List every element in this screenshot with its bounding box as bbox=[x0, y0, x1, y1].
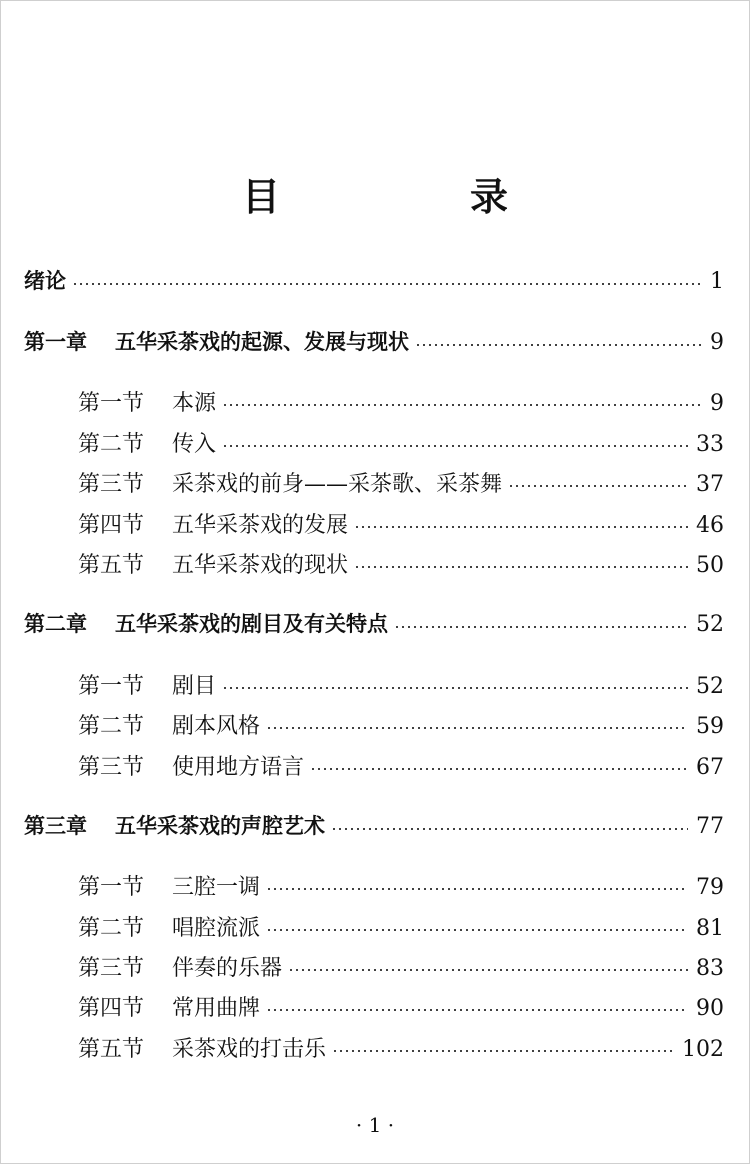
page-number: 67 bbox=[696, 755, 724, 780]
page-number: 83 bbox=[696, 956, 724, 981]
chapter-title: 五华采茶戏的声腔艺术 bbox=[115, 814, 325, 838]
section-title: 剧目 bbox=[172, 674, 217, 699]
dot-leader bbox=[332, 1050, 674, 1052]
dot-leader bbox=[266, 888, 688, 890]
dot-leader bbox=[222, 445, 688, 447]
page-number: 90 bbox=[696, 996, 724, 1021]
toc-chapter-3[interactable] bbox=[24, 810, 724, 840]
toc-section[interactable] bbox=[78, 386, 724, 416]
dot-leader bbox=[266, 727, 688, 729]
page-number: 52 bbox=[696, 674, 724, 699]
dot-leader bbox=[266, 929, 688, 931]
section-title: 剧本风格 bbox=[172, 714, 261, 739]
page-number: 79 bbox=[696, 875, 724, 900]
toc-section[interactable] bbox=[78, 467, 724, 497]
chapter-label: 第三章 bbox=[24, 814, 87, 838]
section-title: 本源 bbox=[172, 391, 217, 416]
dot-leader bbox=[222, 687, 688, 689]
page-number: 9 bbox=[710, 330, 724, 355]
section-title: 使用地方语言 bbox=[172, 755, 305, 780]
section-title: 五华采茶戏的现状 bbox=[172, 553, 349, 578]
dot-leader bbox=[222, 404, 702, 406]
dot-leader bbox=[394, 626, 688, 628]
dot-leader bbox=[266, 1009, 688, 1011]
page-number: 46 bbox=[696, 513, 724, 538]
page-number: 59 bbox=[696, 714, 724, 739]
section-label: 第一节 bbox=[78, 674, 145, 699]
toc-section[interactable] bbox=[78, 508, 724, 538]
section-title: 传入 bbox=[172, 432, 217, 457]
section-label: 第四节 bbox=[78, 513, 145, 538]
toc-section[interactable] bbox=[78, 911, 724, 941]
page-number: 81 bbox=[696, 916, 724, 941]
toc-section[interactable] bbox=[78, 427, 724, 457]
dot-leader bbox=[415, 344, 702, 346]
section-title: 采茶戏的前身——采茶歌、采茶舞 bbox=[172, 472, 503, 497]
section-title: 五华采茶戏的发展 bbox=[172, 513, 349, 538]
page-number: 37 bbox=[696, 472, 724, 497]
section-label: 第五节 bbox=[78, 1037, 145, 1062]
dot-leader bbox=[310, 768, 688, 770]
section-label: 第二节 bbox=[78, 432, 145, 457]
toc-section[interactable] bbox=[78, 709, 724, 739]
section-label: 第二节 bbox=[78, 714, 145, 739]
section-title: 常用曲牌 bbox=[172, 996, 261, 1021]
section-label: 第一节 bbox=[78, 875, 145, 900]
chapter-title: 五华采茶戏的起源、发展与现状 bbox=[115, 330, 409, 354]
dot-leader bbox=[354, 566, 688, 568]
page-number: 77 bbox=[696, 814, 724, 839]
page-number: 52 bbox=[696, 612, 724, 637]
chapter-label: 第一章 bbox=[24, 330, 87, 354]
page-footer-number: · 1 · bbox=[355, 1113, 395, 1137]
section-label: 第三节 bbox=[78, 472, 145, 497]
dot-leader bbox=[331, 828, 688, 830]
toc-section[interactable] bbox=[78, 1032, 724, 1062]
toc-section[interactable] bbox=[78, 669, 724, 699]
page-number: 33 bbox=[696, 432, 724, 457]
toc-chapter-2[interactable] bbox=[24, 608, 724, 638]
section-title: 采茶戏的打击乐 bbox=[172, 1037, 327, 1062]
dot-leader bbox=[72, 283, 702, 285]
section-label: 第二节 bbox=[78, 916, 145, 941]
section-label: 第五节 bbox=[78, 553, 145, 578]
toc-chapter-1[interactable] bbox=[24, 326, 724, 356]
toc-section[interactable] bbox=[78, 991, 724, 1021]
toc-section[interactable] bbox=[78, 750, 724, 780]
chapter-label: 第二章 bbox=[24, 612, 87, 636]
section-label: 第四节 bbox=[78, 996, 145, 1021]
section-title: 伴奏的乐器 bbox=[172, 956, 283, 981]
dot-leader bbox=[508, 485, 688, 487]
page-number: 9 bbox=[710, 391, 724, 416]
section-title: 唱腔流派 bbox=[172, 916, 261, 941]
dot-leader bbox=[354, 526, 688, 528]
page-number: 102 bbox=[682, 1037, 724, 1062]
dot-leader bbox=[288, 969, 688, 971]
page-number: 50 bbox=[696, 553, 724, 578]
toc-section[interactable] bbox=[78, 870, 724, 900]
toc-section[interactable] bbox=[78, 951, 724, 981]
toc-entry-front[interactable] bbox=[24, 265, 724, 295]
entry-label: 绪论 bbox=[24, 269, 66, 293]
toc-section[interactable] bbox=[78, 548, 724, 578]
section-label: 第一节 bbox=[78, 391, 145, 416]
page-number: 1 bbox=[710, 269, 724, 294]
toc-title: 目 录 bbox=[241, 175, 584, 219]
section-title: 三腔一调 bbox=[172, 875, 261, 900]
chapter-title: 五华采茶戏的剧目及有关特点 bbox=[115, 612, 388, 636]
section-label: 第三节 bbox=[78, 755, 145, 780]
section-label: 第三节 bbox=[78, 956, 145, 981]
